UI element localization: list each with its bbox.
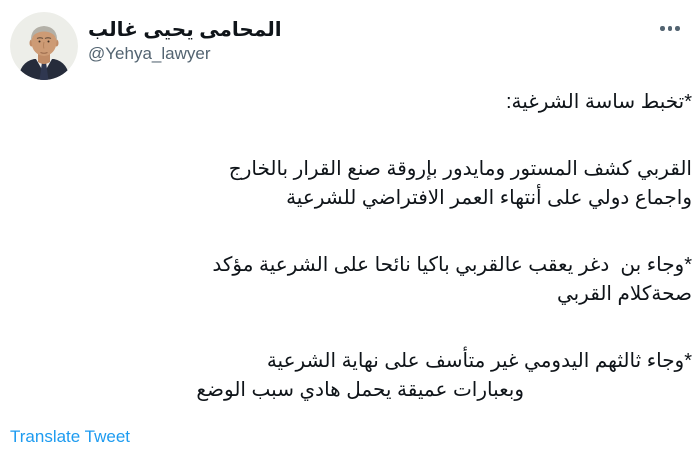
tweet-line: *وجاء ثالثهم اليدومي غير متأسف على نهاية الشرعية	[266, 350, 692, 372]
author-display-name[interactable]: المحامى يحيى غالب	[88, 19, 282, 41]
tweet-line: *وجاء بن دغر يعقب عالقربي باكيا نائحا على الشرعية مؤكد	[212, 254, 692, 276]
tweet-paragraph	[14, 251, 692, 309]
tweet-line: واجماع دولي على أنتهاء العمر الافتراضي للشرعية	[286, 187, 692, 209]
more-dot	[668, 26, 673, 31]
author-block	[88, 17, 282, 65]
tweet-paragraph	[14, 155, 692, 213]
tweet-line: صحةكلام القربي	[556, 283, 692, 305]
tweet-line: القربي كشف المستور ومايدور بإروقة صنع القرار بالخارج	[228, 158, 692, 180]
tweet-line: *تخبط ساسة الشرغية:	[505, 91, 692, 113]
more-menu-icon[interactable]	[656, 22, 684, 35]
author-handle[interactable]: @Yehya_lawyer	[88, 44, 211, 63]
more-dot	[660, 26, 665, 31]
more-dot	[675, 26, 680, 31]
avatar[interactable]	[10, 12, 78, 80]
tweet-text	[14, 88, 692, 443]
tweet-paragraph	[14, 88, 692, 117]
translate-tweet-link[interactable]: Translate Tweet	[10, 427, 131, 446]
profile-photo	[10, 12, 78, 80]
tweet-paragraph	[14, 347, 692, 405]
tweet-line: وبعبارات عميقة يحمل هادي سبب الوضع	[196, 379, 524, 401]
